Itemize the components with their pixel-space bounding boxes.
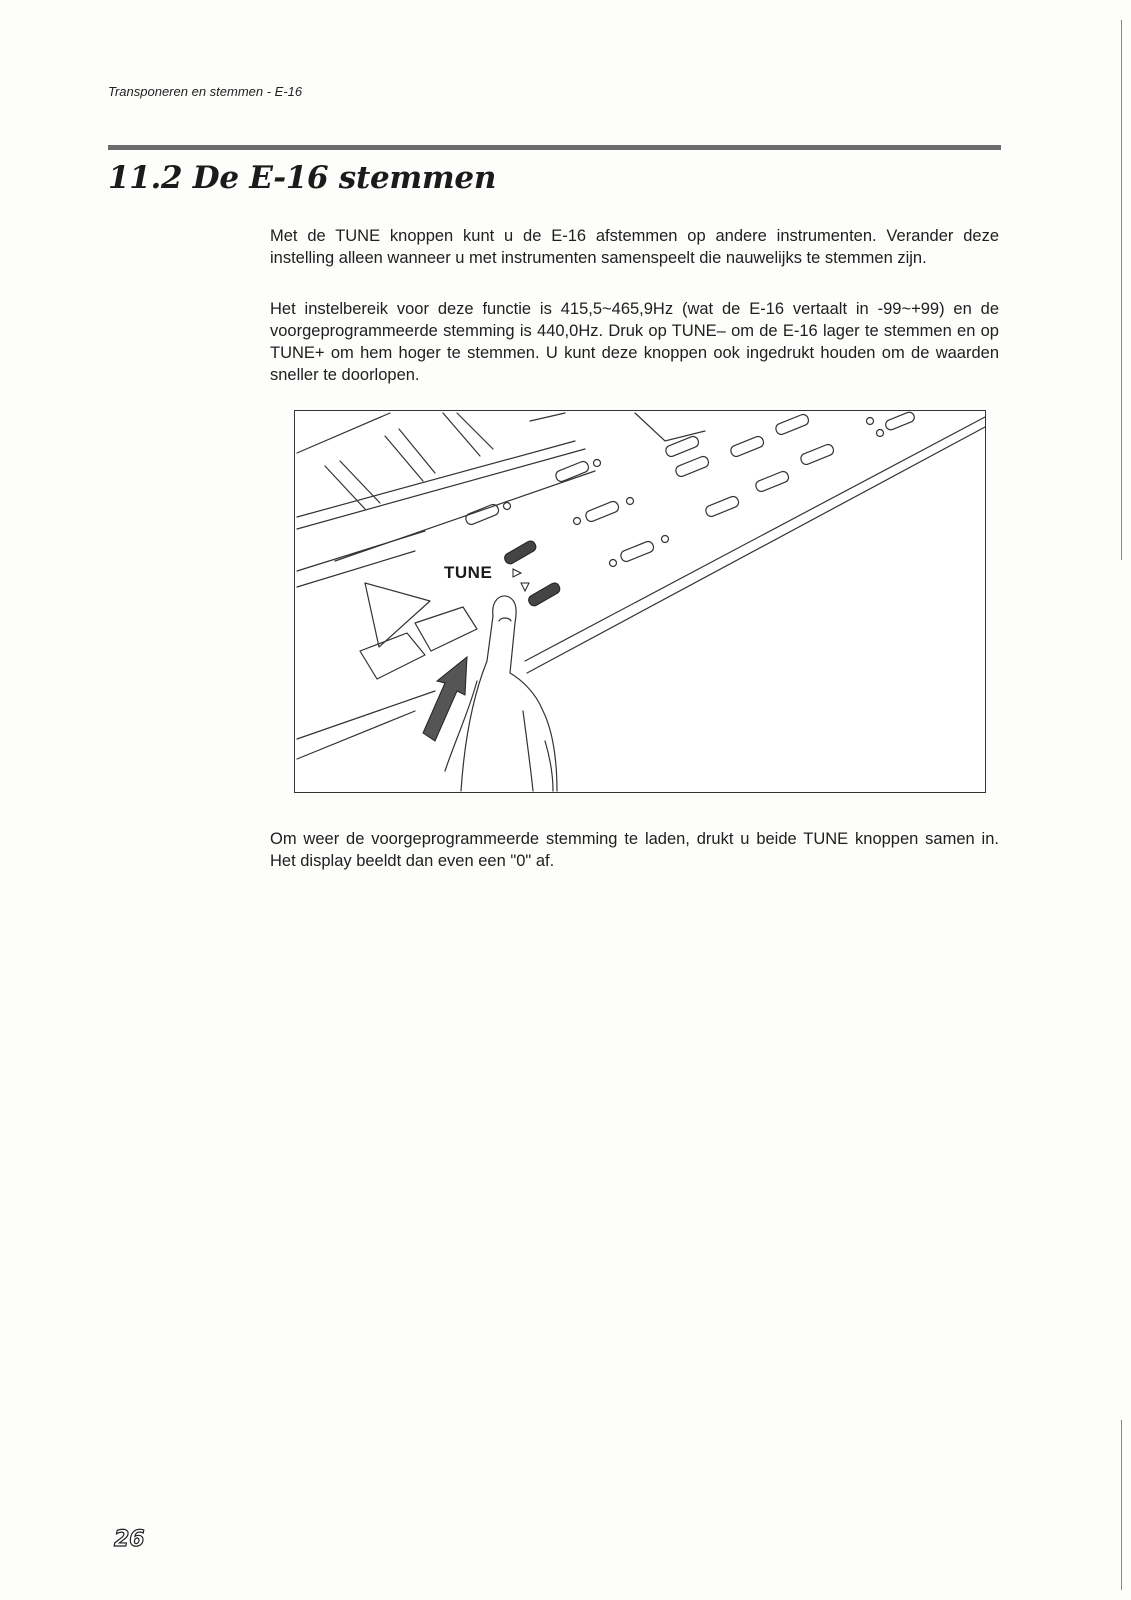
tune-buttons-illustration bbox=[294, 410, 986, 793]
scan-edge-line bbox=[1121, 20, 1122, 560]
keyboard-panel-drawing bbox=[295, 411, 987, 794]
paragraph-range: Het instelbereik voor deze functie is 415,5~465,9Hz (wat de E-16 vertaalt in -99~+99) en de voorgeprogrammeerde stemming is 440,0Hz. Druk op TUNE– om de E-16 lager te stemmen en op TUNE+ om hem hoger te stemmen. U kunt deze knoppen ook ingedrukt houden om de waarden sneller te doorlopen. bbox=[270, 300, 999, 384]
scan-edge-line-lower bbox=[1121, 1420, 1122, 1590]
tune-label: TUNE bbox=[444, 563, 493, 582]
paragraph-reset: Om weer de voorgeprogrammeerde stemming te laden, drukt u beide TUNE knoppen samen in. Het display beeldt dan even een "0" af. bbox=[270, 830, 999, 870]
section-rule bbox=[108, 145, 1001, 150]
running-header: Transponeren en stemmen - E-16 bbox=[108, 84, 303, 99]
paragraph-intro: Met de TUNE knoppen kunt u de E-16 afstemmen op andere instrumenten. Verander deze instelling alleen wanneer u met instrumenten samenspeelt die nauwelijks te stemmen zijn. bbox=[270, 227, 999, 267]
section-title: 11.2 De E-16 stemmen bbox=[108, 160, 497, 196]
page-number: 26 bbox=[114, 1527, 145, 1552]
